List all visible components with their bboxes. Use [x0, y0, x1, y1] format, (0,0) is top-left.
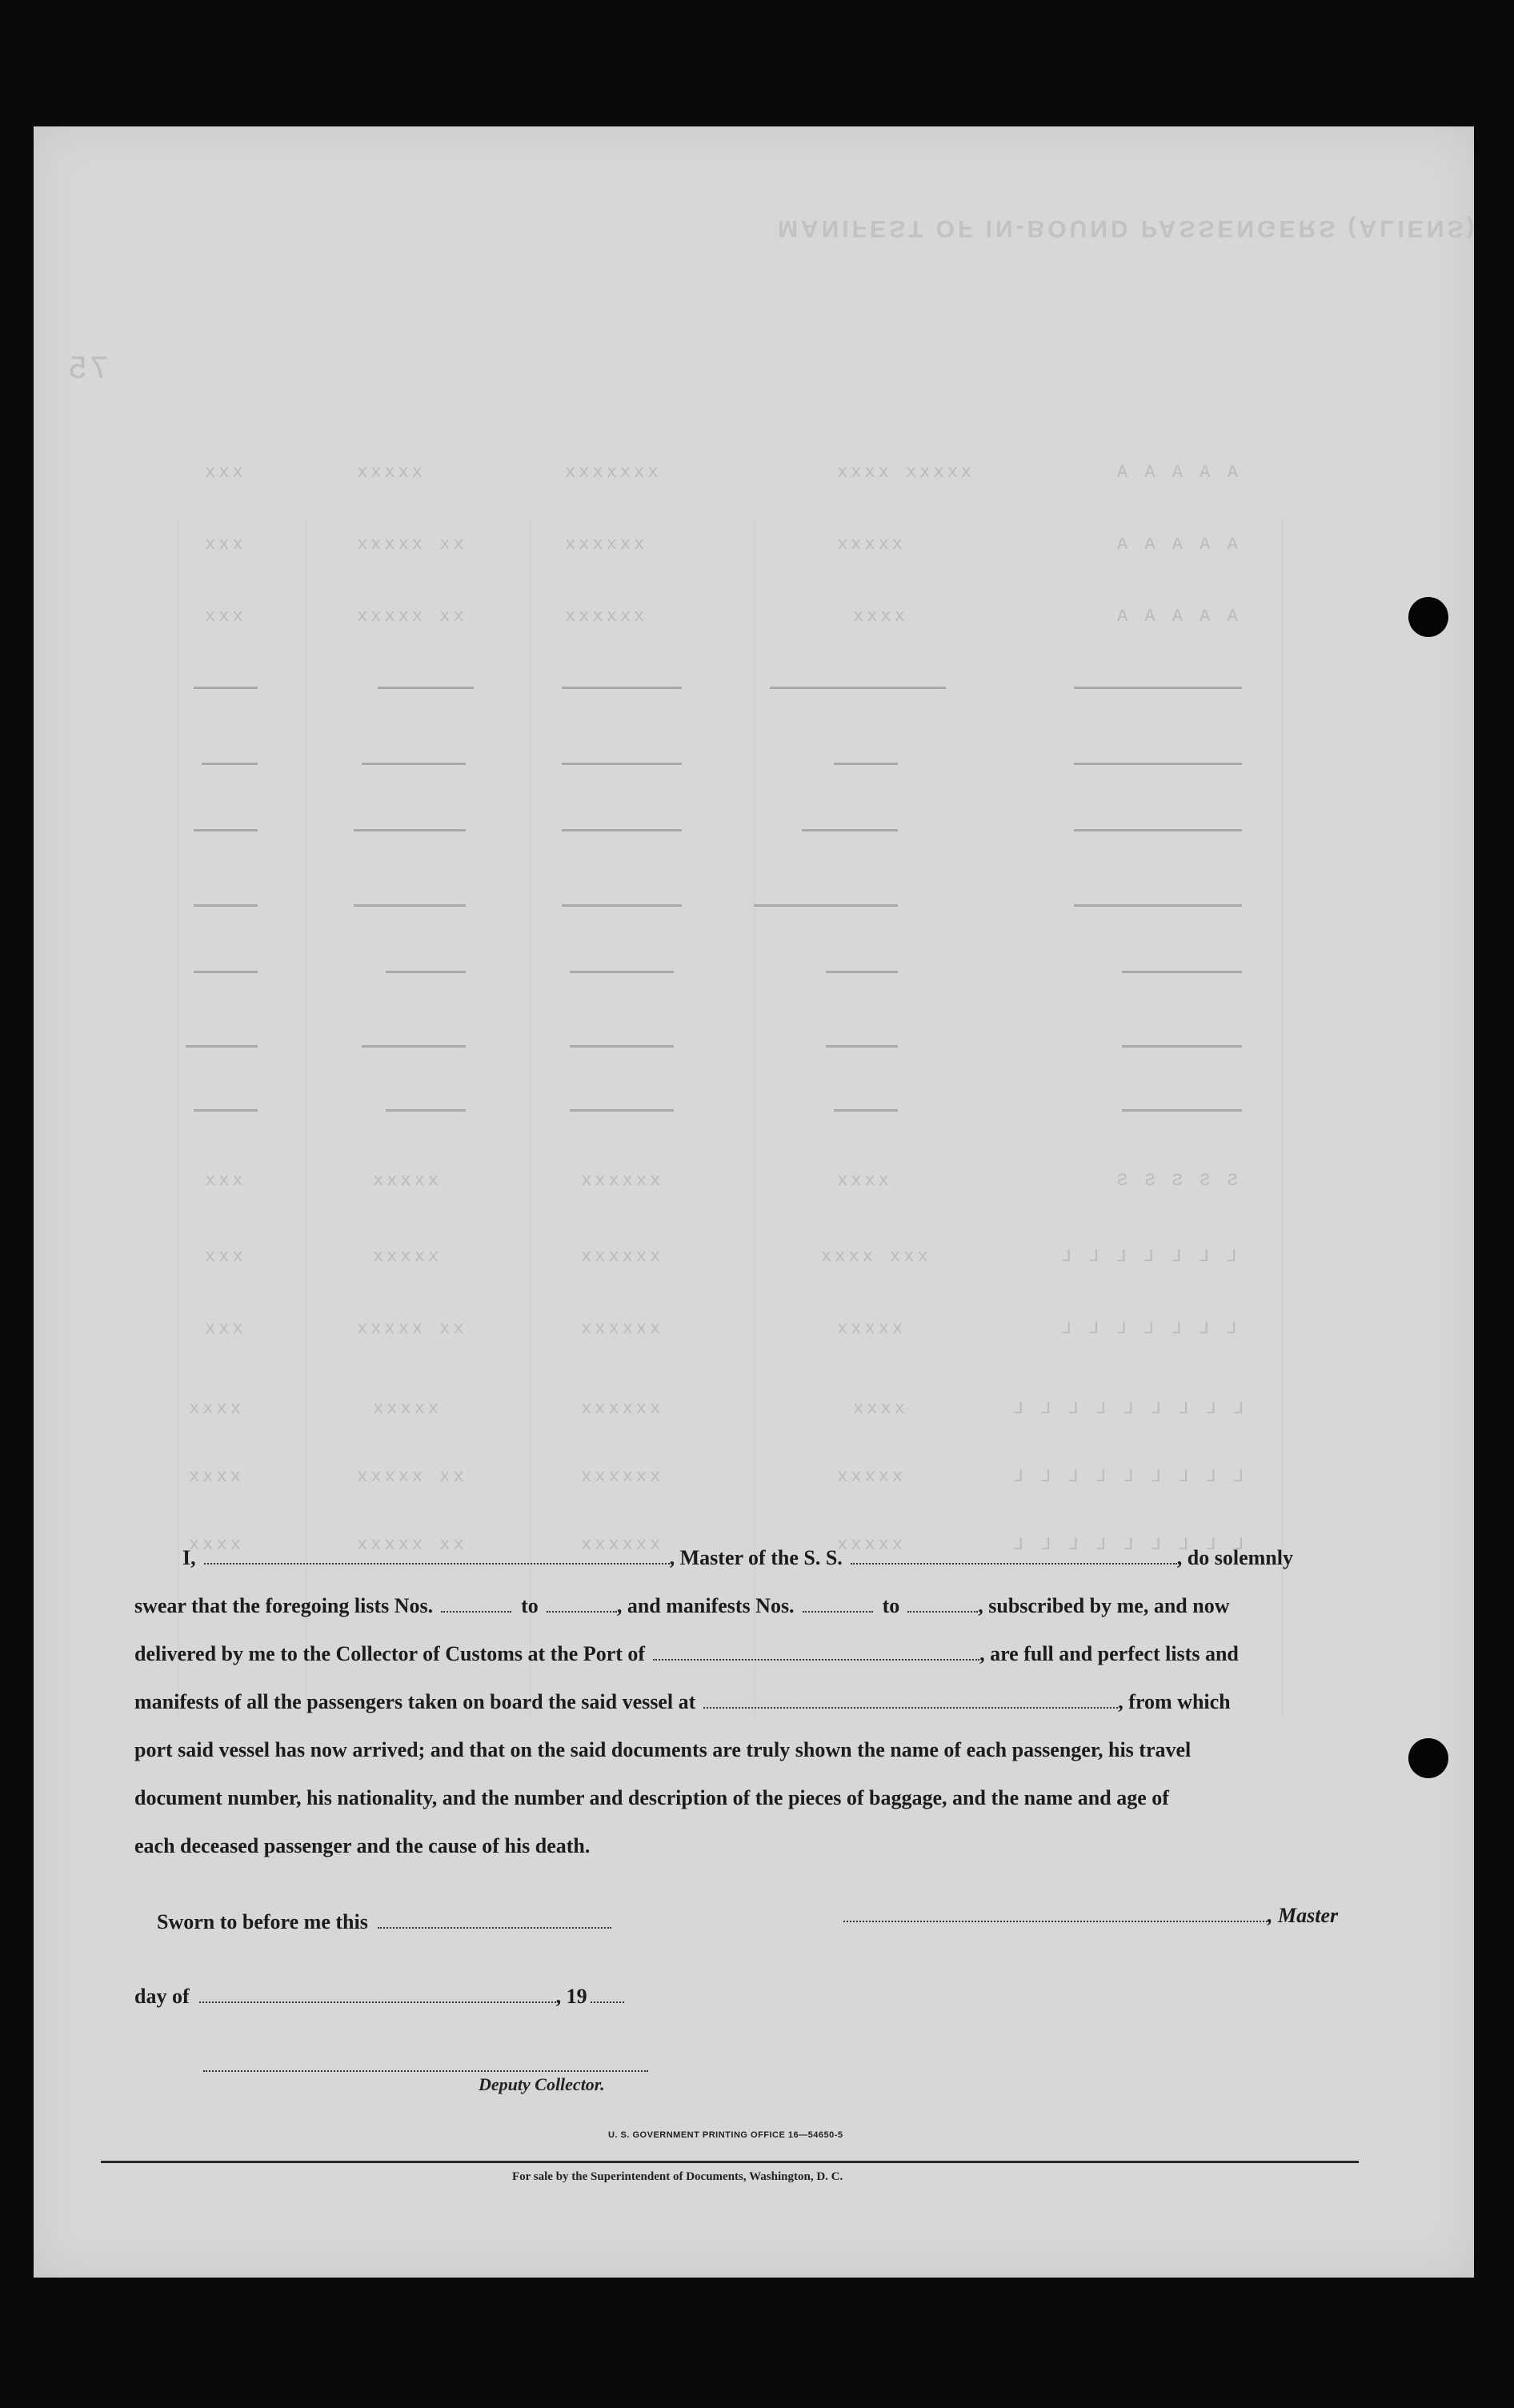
oath-line-6 [134, 1785, 1169, 1811]
printing-office-imprint: U. S. GOVERNMENT PRINTING OFFICE 16—54650-5 [608, 2130, 843, 2140]
day-of-line [134, 1984, 624, 2009]
oath-text: to [521, 1594, 539, 1617]
oath-line-1 [182, 1545, 1293, 1571]
month-field[interactable] [199, 1987, 556, 2003]
year-prefix: , 19 [555, 1985, 587, 2008]
oath-text: manifests of all the passengers taken on board the said vessel at [134, 1690, 696, 1713]
punch-hole [1408, 1738, 1448, 1778]
master-signature-line [843, 1903, 1338, 1929]
for-sale-notice: For sale by the Superintendent of Documents, Washington, D. C. [512, 2170, 843, 2183]
master-name-field[interactable] [204, 1549, 670, 1565]
oath-text: to [882, 1594, 900, 1617]
port-of-arrival-field[interactable] [653, 1645, 979, 1661]
oath-line-7 [134, 1833, 590, 1859]
oath-line-4 [134, 1689, 1231, 1715]
sworn-line [157, 1909, 611, 1935]
oath-line-5 [134, 1737, 1191, 1763]
oath-line-2 [134, 1593, 1229, 1619]
master-label: , Master [1268, 1904, 1339, 1927]
master-signature-field[interactable] [843, 1906, 1268, 1922]
oath-text: each deceased passenger and the cause of his death. [134, 1834, 591, 1857]
oath-text: , and manifests Nos. [616, 1594, 795, 1617]
sworn-day-field[interactable] [378, 1913, 611, 1929]
manifest-from-field[interactable] [803, 1597, 873, 1613]
footer-rule [101, 2161, 1359, 2163]
oath-text: , do solemnly [1176, 1546, 1293, 1569]
manifest-to-field[interactable] [907, 1597, 978, 1613]
oath-text: , are full and perfect lists and [979, 1642, 1239, 1665]
oath-text: , from which [1118, 1690, 1231, 1713]
oath-line-3 [134, 1641, 1239, 1667]
oath-text: port said vessel has now arrived; and that on the said documents are truly shown the name of each passenger, his travel [134, 1738, 1192, 1761]
bleed-through-title: MANIFEST OF IN-BOUND PASSENGERS (ALIENS) [778, 215, 1478, 242]
oath-text: I, [182, 1546, 196, 1569]
oath-text: document number, his nationality, and the number and description of the pieces of baggage, and the name and age of [134, 1786, 1169, 1809]
deputy-collector-label: Deputy Collector. [479, 2074, 605, 2094]
list-to-field[interactable] [547, 1597, 617, 1613]
year-field[interactable] [591, 1987, 624, 2003]
port-of-embarkation-field[interactable] [703, 1693, 1118, 1709]
oath-text: swear that the foregoing lists Nos. [134, 1594, 434, 1617]
sworn-text: Sworn to before me this [157, 1910, 368, 1933]
bleed-through-page-number: 75 [66, 352, 110, 388]
oath-text: delivered by me to the Collector of Customs at the Port of [134, 1642, 646, 1665]
oath-text: , Master of the S. S. [669, 1546, 843, 1569]
punch-hole [1408, 597, 1448, 637]
list-from-field[interactable] [441, 1597, 511, 1613]
deputy-collector-signature-field[interactable] [203, 2070, 648, 2072]
day-of-text: day of [134, 1985, 190, 2008]
ship-name-field[interactable] [851, 1549, 1177, 1565]
document-sheet: MANIFEST OF IN-BOUND PASSENGERS (ALIENS) 75 A A A A A xxxxx xxxx xxxxxxx xxxxx xxx A A A A A xxxxx xxxxxx xx xxxxx xxx A A A A A xxxx xxxxxx xx xxxxx xxx S S S S S xxxx xxxxxx xxxxx xxx L L L L L L L xxx xxxx xxxxxx xxxxx xxx L L L L L L L xxxxx xxxxxx xx xxxxx xxx L L L L L L L L L xxxx xxxxxx xxxxx xxxx L L L L L L L L L xxxxx xxxxxx xx xxxxx xxxx L L L L L L L L L xxxxx xxxxxx xx xxxxx xxxx [34, 126, 1474, 2278]
oath-text: , subscribed by me, and now [978, 1594, 1230, 1617]
